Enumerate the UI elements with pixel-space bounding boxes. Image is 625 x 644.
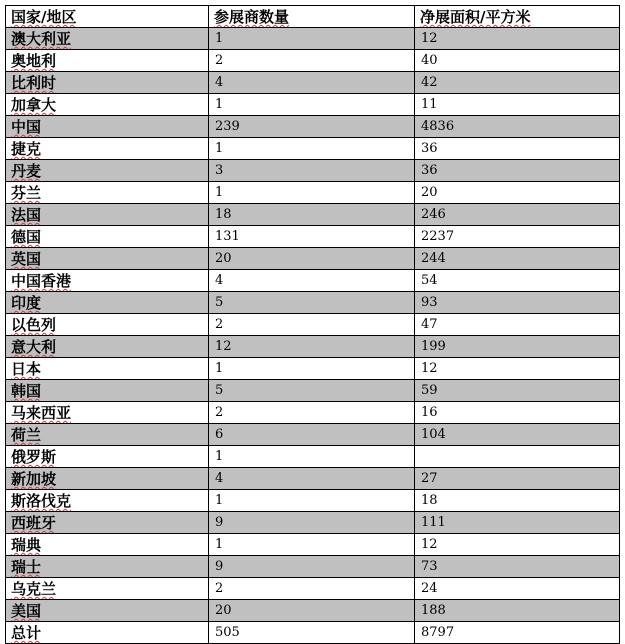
exhibitor-table — [5, 5, 620, 644]
table-row — [6, 336, 620, 358]
country-cell[interactable]: 美国 — [6, 600, 209, 622]
exhibitor-count-cell[interactable]: 1 — [209, 94, 415, 116]
exhibitor-count-cell[interactable]: 20 — [209, 248, 415, 270]
exhibitor-count-cell[interactable]: 4 — [209, 270, 415, 292]
table-body — [6, 28, 620, 644]
net-area-cell[interactable]: 188 — [415, 600, 620, 622]
exhibitor-count-cell[interactable]: 1 — [209, 490, 415, 512]
exhibitor-count-cell[interactable]: 9 — [209, 512, 415, 534]
exhibitor-count-cell[interactable]: 3 — [209, 160, 415, 182]
country-cell[interactable]: 澳大利亚 — [6, 28, 209, 50]
country-cell[interactable]: 韩国 — [6, 380, 209, 402]
exhibitor-count-cell[interactable]: 505 — [209, 622, 415, 644]
country-cell[interactable]: 英国 — [6, 248, 209, 270]
table-row — [6, 72, 620, 94]
header-exhibitor-count[interactable]: 参展商数量 — [209, 6, 415, 28]
country-cell[interactable]: 新加坡 — [6, 468, 209, 490]
net-area-cell[interactable]: 36 — [415, 138, 620, 160]
country-cell[interactable]: 斯洛伐克 — [6, 490, 209, 512]
country-cell[interactable]: 捷克 — [6, 138, 209, 160]
country-cell[interactable]: 比利时 — [6, 72, 209, 94]
country-cell[interactable]: 日本 — [6, 358, 209, 380]
exhibitor-count-cell[interactable]: 5 — [209, 380, 415, 402]
header-row — [6, 6, 620, 28]
net-area-cell[interactable]: 2237 — [415, 226, 620, 248]
net-area-cell[interactable]: 59 — [415, 380, 620, 402]
net-area-cell[interactable]: 47 — [415, 314, 620, 336]
net-area-cell[interactable]: 42 — [415, 72, 620, 94]
exhibitor-count-cell[interactable]: 1 — [209, 446, 415, 468]
country-cell[interactable]: 总计 — [6, 622, 209, 644]
net-area-cell[interactable]: 16 — [415, 402, 620, 424]
net-area-cell[interactable]: 54 — [415, 270, 620, 292]
country-cell[interactable]: 法国 — [6, 204, 209, 226]
exhibitor-count-cell[interactable]: 1 — [209, 182, 415, 204]
country-cell[interactable]: 瑞典 — [6, 534, 209, 556]
table-row — [6, 138, 620, 160]
net-area-cell[interactable]: 36 — [415, 160, 620, 182]
country-cell[interactable]: 奥地利 — [6, 50, 209, 72]
exhibitor-count-cell[interactable]: 2 — [209, 578, 415, 600]
country-cell[interactable]: 荷兰 — [6, 424, 209, 446]
table-row — [6, 556, 620, 578]
net-area-cell[interactable]: 24 — [415, 578, 620, 600]
exhibitor-count-cell[interactable]: 4 — [209, 72, 415, 94]
country-cell[interactable]: 马来西亚 — [6, 402, 209, 424]
exhibitor-count-cell[interactable]: 5 — [209, 292, 415, 314]
net-area-cell[interactable]: 244 — [415, 248, 620, 270]
table-row — [6, 358, 620, 380]
exhibitor-count-cell[interactable]: 131 — [209, 226, 415, 248]
exhibitor-count-cell[interactable]: 1 — [209, 534, 415, 556]
table-row — [6, 534, 620, 556]
exhibitor-count-cell[interactable]: 4 — [209, 468, 415, 490]
exhibitor-count-cell[interactable]: 9 — [209, 556, 415, 578]
exhibitor-count-cell[interactable]: 12 — [209, 336, 415, 358]
table-row — [6, 270, 620, 292]
net-area-cell[interactable]: 111 — [415, 512, 620, 534]
table-row — [6, 182, 620, 204]
country-cell[interactable]: 芬兰 — [6, 182, 209, 204]
net-area-cell[interactable]: 4836 — [415, 116, 620, 138]
country-cell[interactable]: 中国香港 — [6, 270, 209, 292]
table-row — [6, 314, 620, 336]
exhibitor-count-cell[interactable]: 1 — [209, 28, 415, 50]
exhibitor-count-cell[interactable]: 2 — [209, 50, 415, 72]
country-cell[interactable]: 以色列 — [6, 314, 209, 336]
header-net-area[interactable]: 净展面积/平方米 — [415, 6, 620, 28]
exhibitor-count-cell[interactable]: 1 — [209, 358, 415, 380]
header-country[interactable]: 国家/地区 — [6, 6, 209, 28]
table-row — [6, 468, 620, 490]
exhibitor-count-cell[interactable]: 20 — [209, 600, 415, 622]
country-cell[interactable]: 德国 — [6, 226, 209, 248]
exhibitor-count-cell[interactable]: 2 — [209, 314, 415, 336]
country-cell[interactable]: 丹麦 — [6, 160, 209, 182]
net-area-cell[interactable]: 8797 — [415, 622, 620, 644]
table-row — [6, 28, 620, 50]
net-area-cell[interactable]: 104 — [415, 424, 620, 446]
country-cell[interactable]: 加拿大 — [6, 94, 209, 116]
table-row — [6, 116, 620, 138]
net-area-cell[interactable]: 18 — [415, 490, 620, 512]
net-area-cell[interactable]: 93 — [415, 292, 620, 314]
net-area-cell[interactable]: 199 — [415, 336, 620, 358]
country-cell[interactable]: 意大利 — [6, 336, 209, 358]
total-row — [6, 622, 620, 644]
table-row — [6, 446, 620, 468]
exhibitor-count-cell[interactable]: 239 — [209, 116, 415, 138]
country-cell[interactable]: 瑞士 — [6, 556, 209, 578]
table-row — [6, 94, 620, 116]
exhibitor-count-cell[interactable]: 1 — [209, 138, 415, 160]
net-area-cell[interactable]: 12 — [415, 28, 620, 50]
exhibitor-count-cell[interactable]: 2 — [209, 402, 415, 424]
net-area-cell[interactable]: 73 — [415, 556, 620, 578]
table-row — [6, 490, 620, 512]
net-area-cell[interactable]: 40 — [415, 50, 620, 72]
exhibitor-count-cell[interactable]: 18 — [209, 204, 415, 226]
country-cell[interactable]: 西班牙 — [6, 512, 209, 534]
country-cell[interactable]: 俄罗斯 — [6, 446, 209, 468]
table-row — [6, 578, 620, 600]
table-row — [6, 424, 620, 446]
country-cell[interactable]: 印度 — [6, 292, 209, 314]
net-area-cell[interactable]: 27 — [415, 468, 620, 490]
table-row — [6, 160, 620, 182]
spreadsheet-area — [5, 5, 619, 644]
net-area-cell[interactable]: 12 — [415, 534, 620, 556]
net-area-cell[interactable]: 11 — [415, 94, 620, 116]
table-row — [6, 204, 620, 226]
table-row — [6, 50, 620, 72]
table-row — [6, 248, 620, 270]
table-row — [6, 600, 620, 622]
exhibitor-count-cell[interactable]: 6 — [209, 424, 415, 446]
net-area-cell[interactable]: 12 — [415, 358, 620, 380]
table-row — [6, 512, 620, 534]
table-row — [6, 380, 620, 402]
net-area-cell[interactable]: 20 — [415, 182, 620, 204]
net-area-cell[interactable] — [415, 446, 620, 468]
net-area-cell[interactable]: 246 — [415, 204, 620, 226]
table-row — [6, 402, 620, 424]
country-cell[interactable]: 中国 — [6, 116, 209, 138]
table-row — [6, 292, 620, 314]
country-cell[interactable]: 乌克兰 — [6, 578, 209, 600]
table-row — [6, 226, 620, 248]
